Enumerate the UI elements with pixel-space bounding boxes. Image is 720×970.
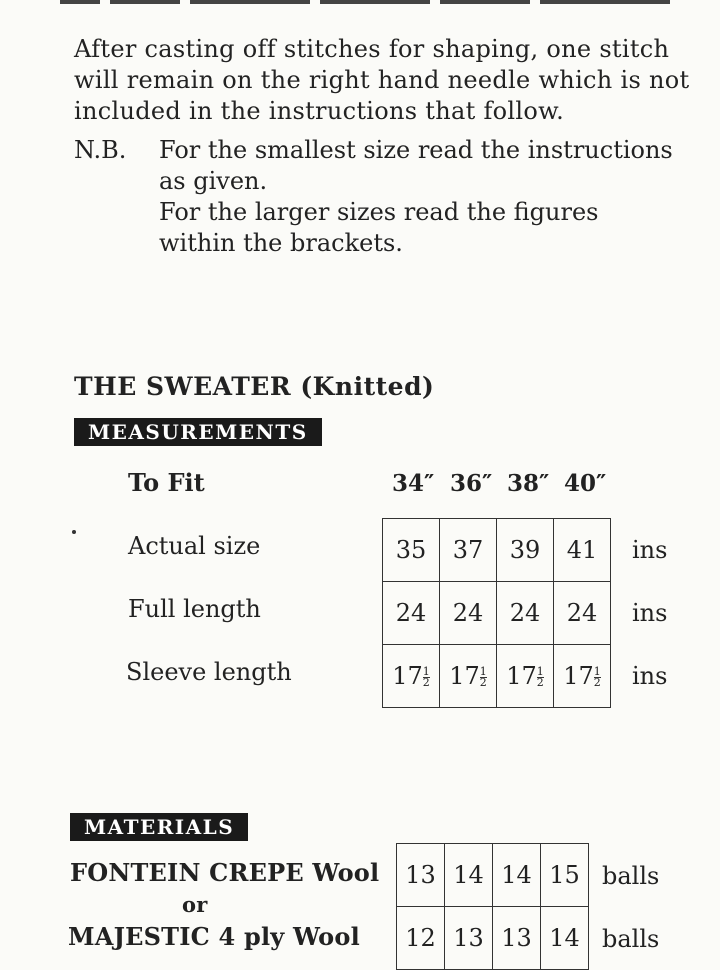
cell-whole: 17	[449, 662, 480, 690]
unit-ins: ins	[632, 662, 668, 690]
table-cell	[497, 645, 554, 708]
materials-heading: MATERIALS	[70, 813, 248, 841]
half-fraction: $\frac{1}{2}$	[593, 665, 601, 689]
nb-line-1: For the smallest size read the instructions as given.	[159, 136, 673, 195]
size-36: 36″	[450, 470, 493, 497]
table-cell: 24	[383, 582, 440, 645]
intro-paragraph: After casting off stitches for shaping, one stitch will remain on the right hand needle which is not included in the instructions that follow.	[74, 35, 690, 125]
table-row	[383, 582, 611, 645]
table-cell: 39	[497, 519, 554, 582]
table-cell: 35	[383, 519, 440, 582]
or-label: or	[182, 892, 208, 917]
row-label-sleeve-length: Sleeve length	[126, 658, 292, 686]
table-cell: 13	[445, 907, 493, 970]
row-label-full-length: Full length	[128, 595, 261, 623]
table-cell: 14	[493, 844, 541, 907]
nb-label: N.B.	[74, 136, 127, 164]
nb-text	[159, 135, 679, 259]
to-fit-label: To Fit	[128, 468, 205, 497]
half-fraction: $\frac{1}{2}$	[536, 665, 544, 689]
measurements-table	[382, 518, 611, 708]
table-cell	[554, 645, 611, 708]
table-row	[383, 645, 611, 708]
cell-whole: 17	[563, 662, 594, 690]
table-cell	[440, 645, 497, 708]
measurements-heading: MEASUREMENTS	[74, 418, 322, 446]
materials-table	[396, 843, 589, 970]
size-40: 40″	[564, 470, 607, 497]
table-cell: 24	[440, 582, 497, 645]
section-title: THE SWEATER (Knitted)	[74, 372, 435, 401]
table-cell: 15	[541, 844, 589, 907]
size-34: 34″	[392, 470, 435, 497]
table-cell: 24	[554, 582, 611, 645]
half-fraction: $\frac{1}{2}$	[479, 665, 487, 689]
table-cell: 14	[445, 844, 493, 907]
table-row	[383, 519, 611, 582]
top-cropped-text-line	[0, 0, 720, 8]
table-row	[397, 844, 589, 907]
size-38: 38″	[507, 470, 550, 497]
material-majestic-label: MAJESTIC 4 ply Wool	[68, 922, 360, 951]
table-cell: 24	[497, 582, 554, 645]
table-cell: 14	[541, 907, 589, 970]
table-cell	[383, 645, 440, 708]
table-cell: 12	[397, 907, 445, 970]
unit-ins: ins	[632, 599, 668, 627]
row-label-actual-size: Actual size	[128, 532, 261, 560]
cell-whole: 17	[392, 662, 423, 690]
half-fraction: $\frac{1}{2}$	[422, 665, 430, 689]
table-cell: 13	[397, 844, 445, 907]
cell-whole: 17	[506, 662, 537, 690]
table-cell: 37	[440, 519, 497, 582]
unit-balls: balls	[602, 862, 660, 890]
table-cell: 13	[493, 907, 541, 970]
nb-line-2: For the larger sizes read the figures within the brackets.	[159, 198, 599, 257]
table-cell: 41	[554, 519, 611, 582]
table-row	[397, 907, 589, 970]
material-fontein-label: FONTEIN CREPE Wool	[70, 858, 380, 887]
unit-balls: balls	[602, 925, 660, 953]
unit-ins: ins	[632, 536, 668, 564]
stray-mark	[72, 530, 76, 534]
